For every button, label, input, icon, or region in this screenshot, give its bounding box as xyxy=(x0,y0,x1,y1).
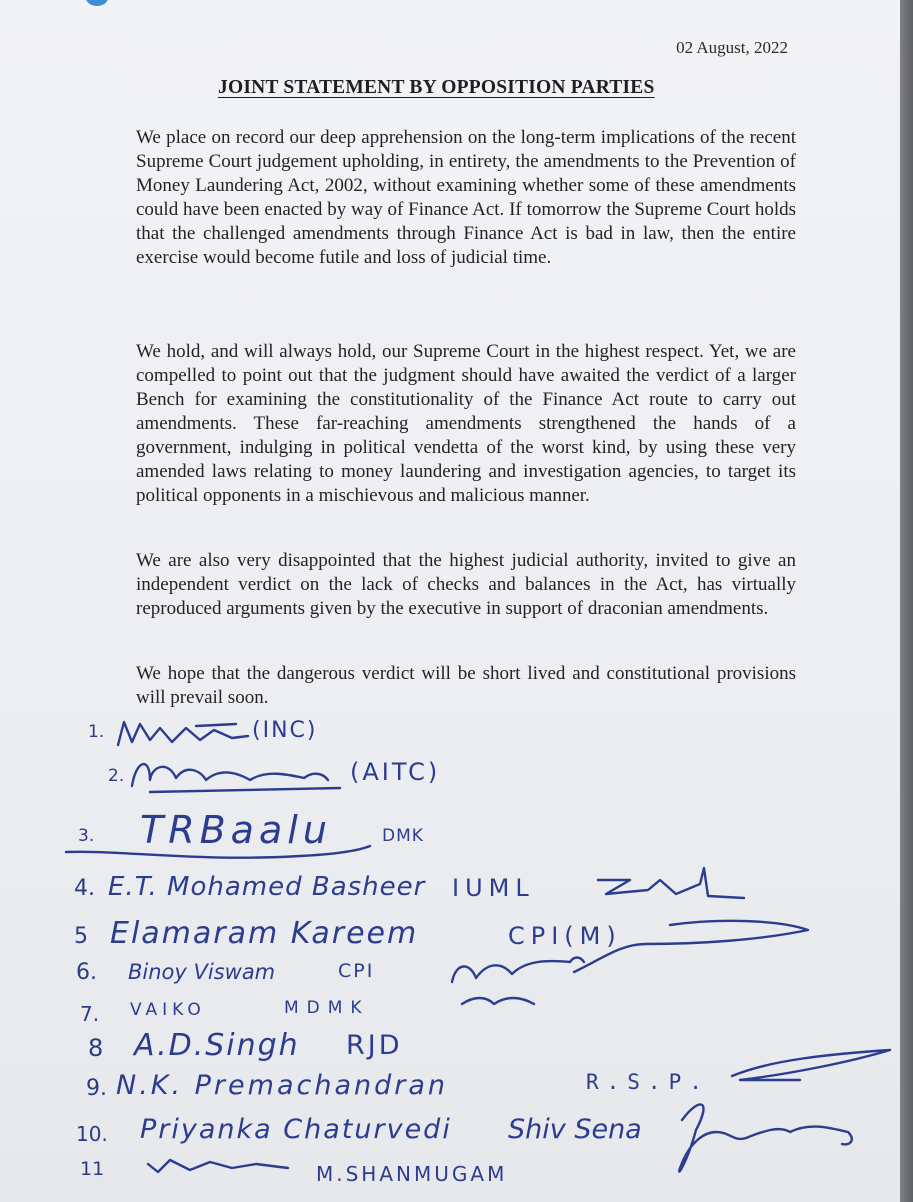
signature-row-11 xyxy=(0,1156,900,1196)
signature-number: 10. xyxy=(76,1122,108,1146)
signature-row-3 xyxy=(0,808,900,852)
signature-party: IUML xyxy=(452,874,535,902)
document-date: 02 August, 2022 xyxy=(676,38,788,57)
signature-row-8 xyxy=(0,1026,900,1066)
signature-number: 9. xyxy=(86,1076,107,1101)
signature-name: Elamaram Kareem xyxy=(110,916,419,951)
signature-party: DMK xyxy=(382,826,424,846)
signature-name: A.D.Singh xyxy=(134,1028,300,1063)
signature-row-4 xyxy=(0,870,900,910)
signature-party: CPI(M) xyxy=(508,922,622,950)
signature-number: 11 xyxy=(80,1158,105,1180)
signature-number: 5 xyxy=(74,924,88,949)
signature-number: 6. xyxy=(76,960,97,985)
paragraph-2: We hold, and will always hold, our Supreme Court in the highest respect. Yet, we are compelled to point out that the judgment should have awaited the verdict of a larger Bench for examining the constitutionality of the Finance Act route to carry out amendments. These far-reaching amendments strengthened the hands of a government, indulging in political vendetta of the worst kind, by using these very amended laws relating to money laundering and investigation agencies, to target its political opponents in a mischievous and malicious manner. xyxy=(136,341,796,506)
signature-row-5 xyxy=(0,918,900,958)
signature-party: RJD xyxy=(346,1030,403,1061)
signature-party: CPI xyxy=(338,960,375,982)
blue-marker-dot xyxy=(86,0,108,6)
signature-name: Priyanka Chaturvedi xyxy=(140,1114,452,1145)
signature-number: 2. xyxy=(108,766,125,786)
document-title: JOINT STATEMENT BY OPPOSITION PARTIES xyxy=(218,77,655,98)
paragraph-3: We are also very disappointed that the highest judicial authority, invited to give an independent verdict on the lack of checks and balances in the Act, has virtually reproduced arguments given by the executive in support of draconian amendments. xyxy=(136,550,796,619)
signature-number: 8 xyxy=(88,1034,104,1062)
signature-name: N.K. Premachandran xyxy=(116,1070,449,1101)
signature-name: VAIKO xyxy=(130,1000,206,1020)
signature-row-9 xyxy=(0,1068,900,1108)
paragraph-1: We place on record our deep apprehension on the long-term implications of the recent Supreme Court judgement upholding, in entirety, the amendments to the Prevention of Money Laundering Act, 2002, without examining whether some of these amendments could have been enacted by way of Finance Act. If tomorrow the Supreme Court holds that the challenged amendments through Finance Act is bad in law, then the entire exercise would become futile and loss of judicial time. xyxy=(136,127,796,268)
signature-name: M.SHANMUGAM xyxy=(316,1162,508,1186)
signature-name: E.T. Mohamed Basheer xyxy=(108,872,426,902)
signature-party: (AITC) xyxy=(350,758,441,786)
signature-number: 3. xyxy=(78,826,95,846)
signature-party: R.S.P. xyxy=(586,1070,710,1094)
signature-number: 1. xyxy=(88,722,105,742)
signature-row-2 xyxy=(0,758,900,798)
signature-name: TRBaalu xyxy=(140,808,332,852)
paragraph-4: We hope that the dangerous verdict will be short lived and constitutional provisions will prevail soon. xyxy=(136,663,796,708)
page-edge-shadow xyxy=(900,0,913,1202)
signature-row-1 xyxy=(0,720,900,760)
signature-party: (INC) xyxy=(252,718,318,743)
signature-party: Shiv Sena xyxy=(508,1114,642,1145)
signature-number: 4. xyxy=(74,876,95,901)
signature-number: 7. xyxy=(80,1002,100,1026)
signature-row-6 xyxy=(0,958,900,998)
signature-name: Binoy Viswam xyxy=(128,960,276,984)
signature-party: MDMK xyxy=(284,998,370,1018)
signature-row-10 xyxy=(0,1112,900,1152)
